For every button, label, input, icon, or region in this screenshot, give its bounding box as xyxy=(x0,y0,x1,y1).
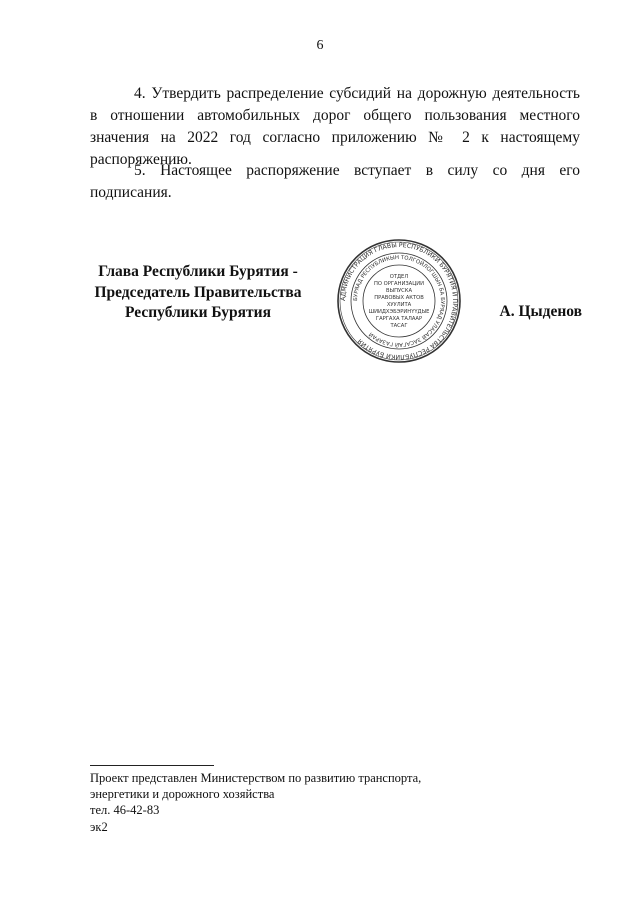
page-number: 6 xyxy=(316,38,324,53)
footnote-line-1: Проект представлен Министерством по развитию транспорта, xyxy=(90,771,422,785)
signatory-name: А. Цыденов xyxy=(499,303,582,320)
footnote-phone: тел. 46-42-83 xyxy=(90,803,160,817)
seal-inner-ring-text: БУРЯАД РЕСПУБЛИКЫН ТОЛГОЙЛОГШЫН БА БУРЯАД УЛАСАЙ ЗАСАГАЙ ГАЗАРАЙ xyxy=(352,254,446,348)
seal-center-line-5: ХУУЛИТА xyxy=(386,302,412,308)
seal-center-line-1: ОТДЕЛ xyxy=(389,274,409,280)
seal-center-line-2: ПО ОРГАНИЗАЦИИ xyxy=(373,281,425,287)
seal-middle-border xyxy=(351,253,447,349)
paragraph-4: 4. Утвердить распределение субсидий на дорожную деятельность в отношении автомобильных дорог общего пользования местного значения на 2022 год согласно приложению № 2 к настоящему распоряжению. xyxy=(90,85,580,168)
document-code: эк2 xyxy=(90,820,108,834)
signatory-title-line-1: Глава Республики Бурятия - xyxy=(98,263,298,280)
seal-center-text xyxy=(369,274,430,329)
footnote xyxy=(90,770,510,818)
seal-outer-ring-text: АДМИНИСТРАЦИЯ ГЛАВЫ РЕСПУБЛИКИ БУРЯТИЯ И ПРАВИТЕЛЬСТВА РЕСПУБЛИКИ БУРЯТИЯ xyxy=(339,241,459,361)
footnote-line-2: энергетики и дорожного хозяйства xyxy=(90,787,275,801)
seal-center-line-8: ТАСАГ xyxy=(390,323,408,329)
paragraph-5: 5. Настоящее распоряжение вступает в силу со дня его подписания. xyxy=(90,162,580,201)
signatory-title-line-3: Республики Бурятия xyxy=(125,304,271,321)
seal-center-line-4: ПРАВОВЫХ АКТОВ xyxy=(374,295,424,301)
seal-center-line-6: ШИИДХЭБЭРИНҮҮДЫЕ xyxy=(368,309,430,315)
seal-center-line-3: ВЫПУСКА xyxy=(385,288,413,294)
signatory-title xyxy=(78,262,318,324)
official-seal xyxy=(336,238,462,364)
seal-center-line-7: ГАРГАХА ТАЛААР xyxy=(375,316,423,322)
footnote-divider xyxy=(90,765,214,766)
signatory-title-line-2: Председатель Правительства xyxy=(94,283,302,301)
